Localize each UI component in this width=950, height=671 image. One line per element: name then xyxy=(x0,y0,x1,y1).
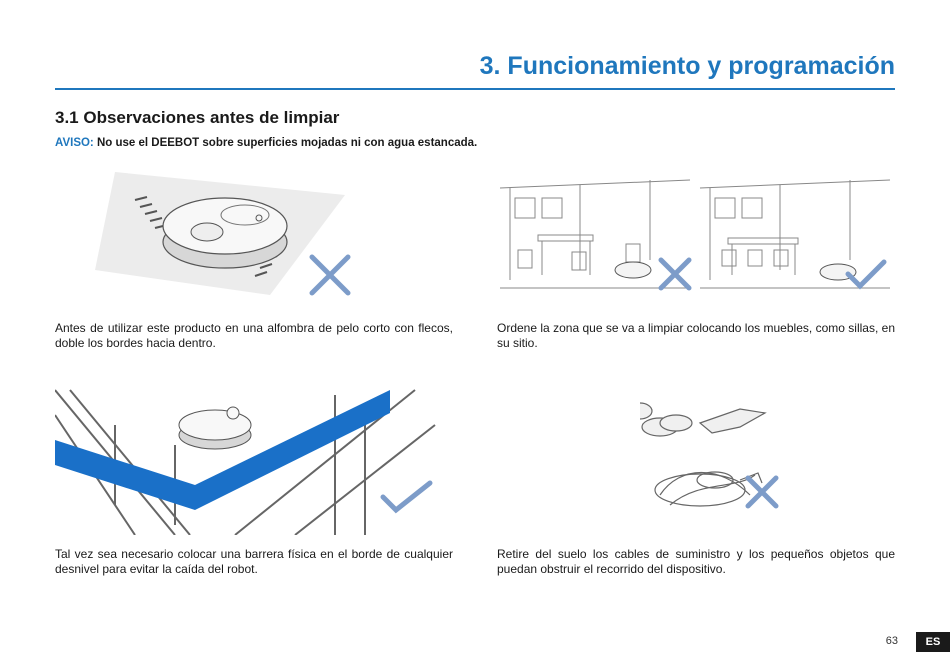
room-furniture-illustration xyxy=(500,170,895,300)
section-title: 3.1 Observaciones antes de limpiar xyxy=(55,108,340,127)
cross-mark xyxy=(661,260,689,288)
cross-mark xyxy=(312,257,348,293)
page-number: 63 xyxy=(885,635,898,647)
robot-vacuum xyxy=(179,407,251,449)
title-rule xyxy=(55,88,895,90)
warning-notice xyxy=(55,137,477,149)
robot-vacuum xyxy=(163,198,287,268)
warning-text: No use el DEEBOT sobre superficies mojadas ni con agua estancada. xyxy=(96,137,478,149)
stairs-barrier-illustration xyxy=(55,385,450,535)
caption-furniture: Ordene la zona que se va a limpiar colocando los muebles, como sillas, en su sitio. xyxy=(497,321,895,350)
caption-stairs: Tal vez sea necesario colocar una barrera física en el borde de cualquier desnivel para evitar la caída del robot. xyxy=(55,547,453,576)
check-mark xyxy=(383,483,430,510)
cables-objects-illustration xyxy=(640,395,790,525)
caption-cables: Retire del suelo los cables de suministro y los pequeños objetos que puedan obstruir el recorrido del dispositivo. xyxy=(497,547,895,576)
carpet-fringe-illustration xyxy=(95,160,375,300)
warning-label: AVISO: xyxy=(55,137,94,149)
chapter-title: 3. Funcionamiento y programación xyxy=(479,52,895,80)
caption-carpet: Antes de utilizar este producto en una alfombra de pelo corto con flecos, doble los bordes hacia dentro. xyxy=(55,321,453,350)
language-tab: ES xyxy=(916,632,950,652)
